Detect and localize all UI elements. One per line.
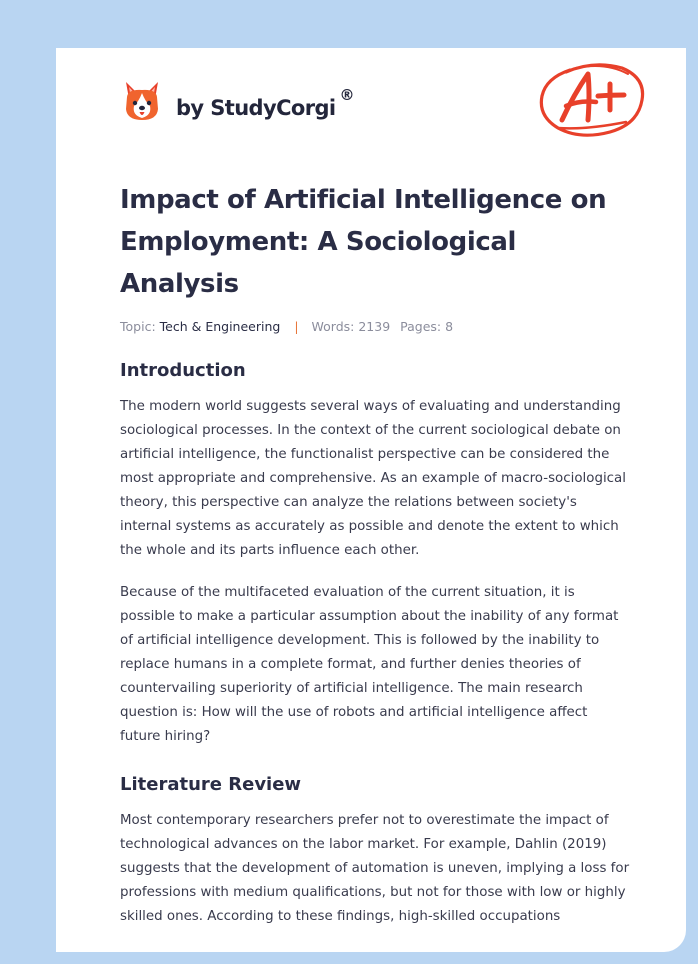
brand-name: by StudyCorgi® <box>176 86 354 120</box>
page-count: Pages: 8 <box>400 319 454 334</box>
document-content <box>120 179 630 929</box>
word-count: Words: 2139 <box>311 319 391 334</box>
section-heading-literature-review: Literature Review <box>120 774 302 795</box>
topic-link[interactable]: Tech & Engineering <box>159 319 281 334</box>
topic-label: Topic: <box>120 319 156 334</box>
registered-mark: ® <box>339 86 354 104</box>
document-page <box>56 48 686 952</box>
paragraph: Most contemporary researchers prefer not to overestimate the impact of technological advances on the labor market. For example, Dahlin (2019) suggests that the development of automation is uneven, implying a loss for professions with medium qualifications, but not for those with low or highly skilled ones. According to these findings, high-skilled occupations <box>120 813 630 924</box>
studycorgi-logo[interactable] <box>122 76 354 126</box>
a-plus-stamp-icon <box>536 58 648 140</box>
document-title: Impact of Artificial Intelligence on Employment: A Sociological Analysis <box>120 185 607 299</box>
meta-separator: | <box>294 319 299 334</box>
paragraph: Because of the multifaceted evaluation of the current situation, it is possible to make a particular assumption about the inability of any format of artificial intelligence development. This is followed by the inability to replace humans in a complete format, and further denies theories of countervailing superiority of artificial intelligence. The main research question is: How will the use of robots and artificial intelligence affect future hiring? <box>120 585 619 744</box>
paragraph: The modern world suggests several ways of evaluating and understanding sociological processes. In the context of the current sociological debate on artificial intelligence, the functionalist perspective can be considered the most appropriate and comprehensive. As an example of macro-sociological theory, this perspective can analyze the relations between society's internal systems as accurately as possible and denote the extent to which the whole and its parts influence each other. <box>120 399 626 558</box>
corgi-icon <box>122 79 162 123</box>
document-meta <box>120 319 630 334</box>
section-heading-introduction: Introduction <box>120 360 246 381</box>
